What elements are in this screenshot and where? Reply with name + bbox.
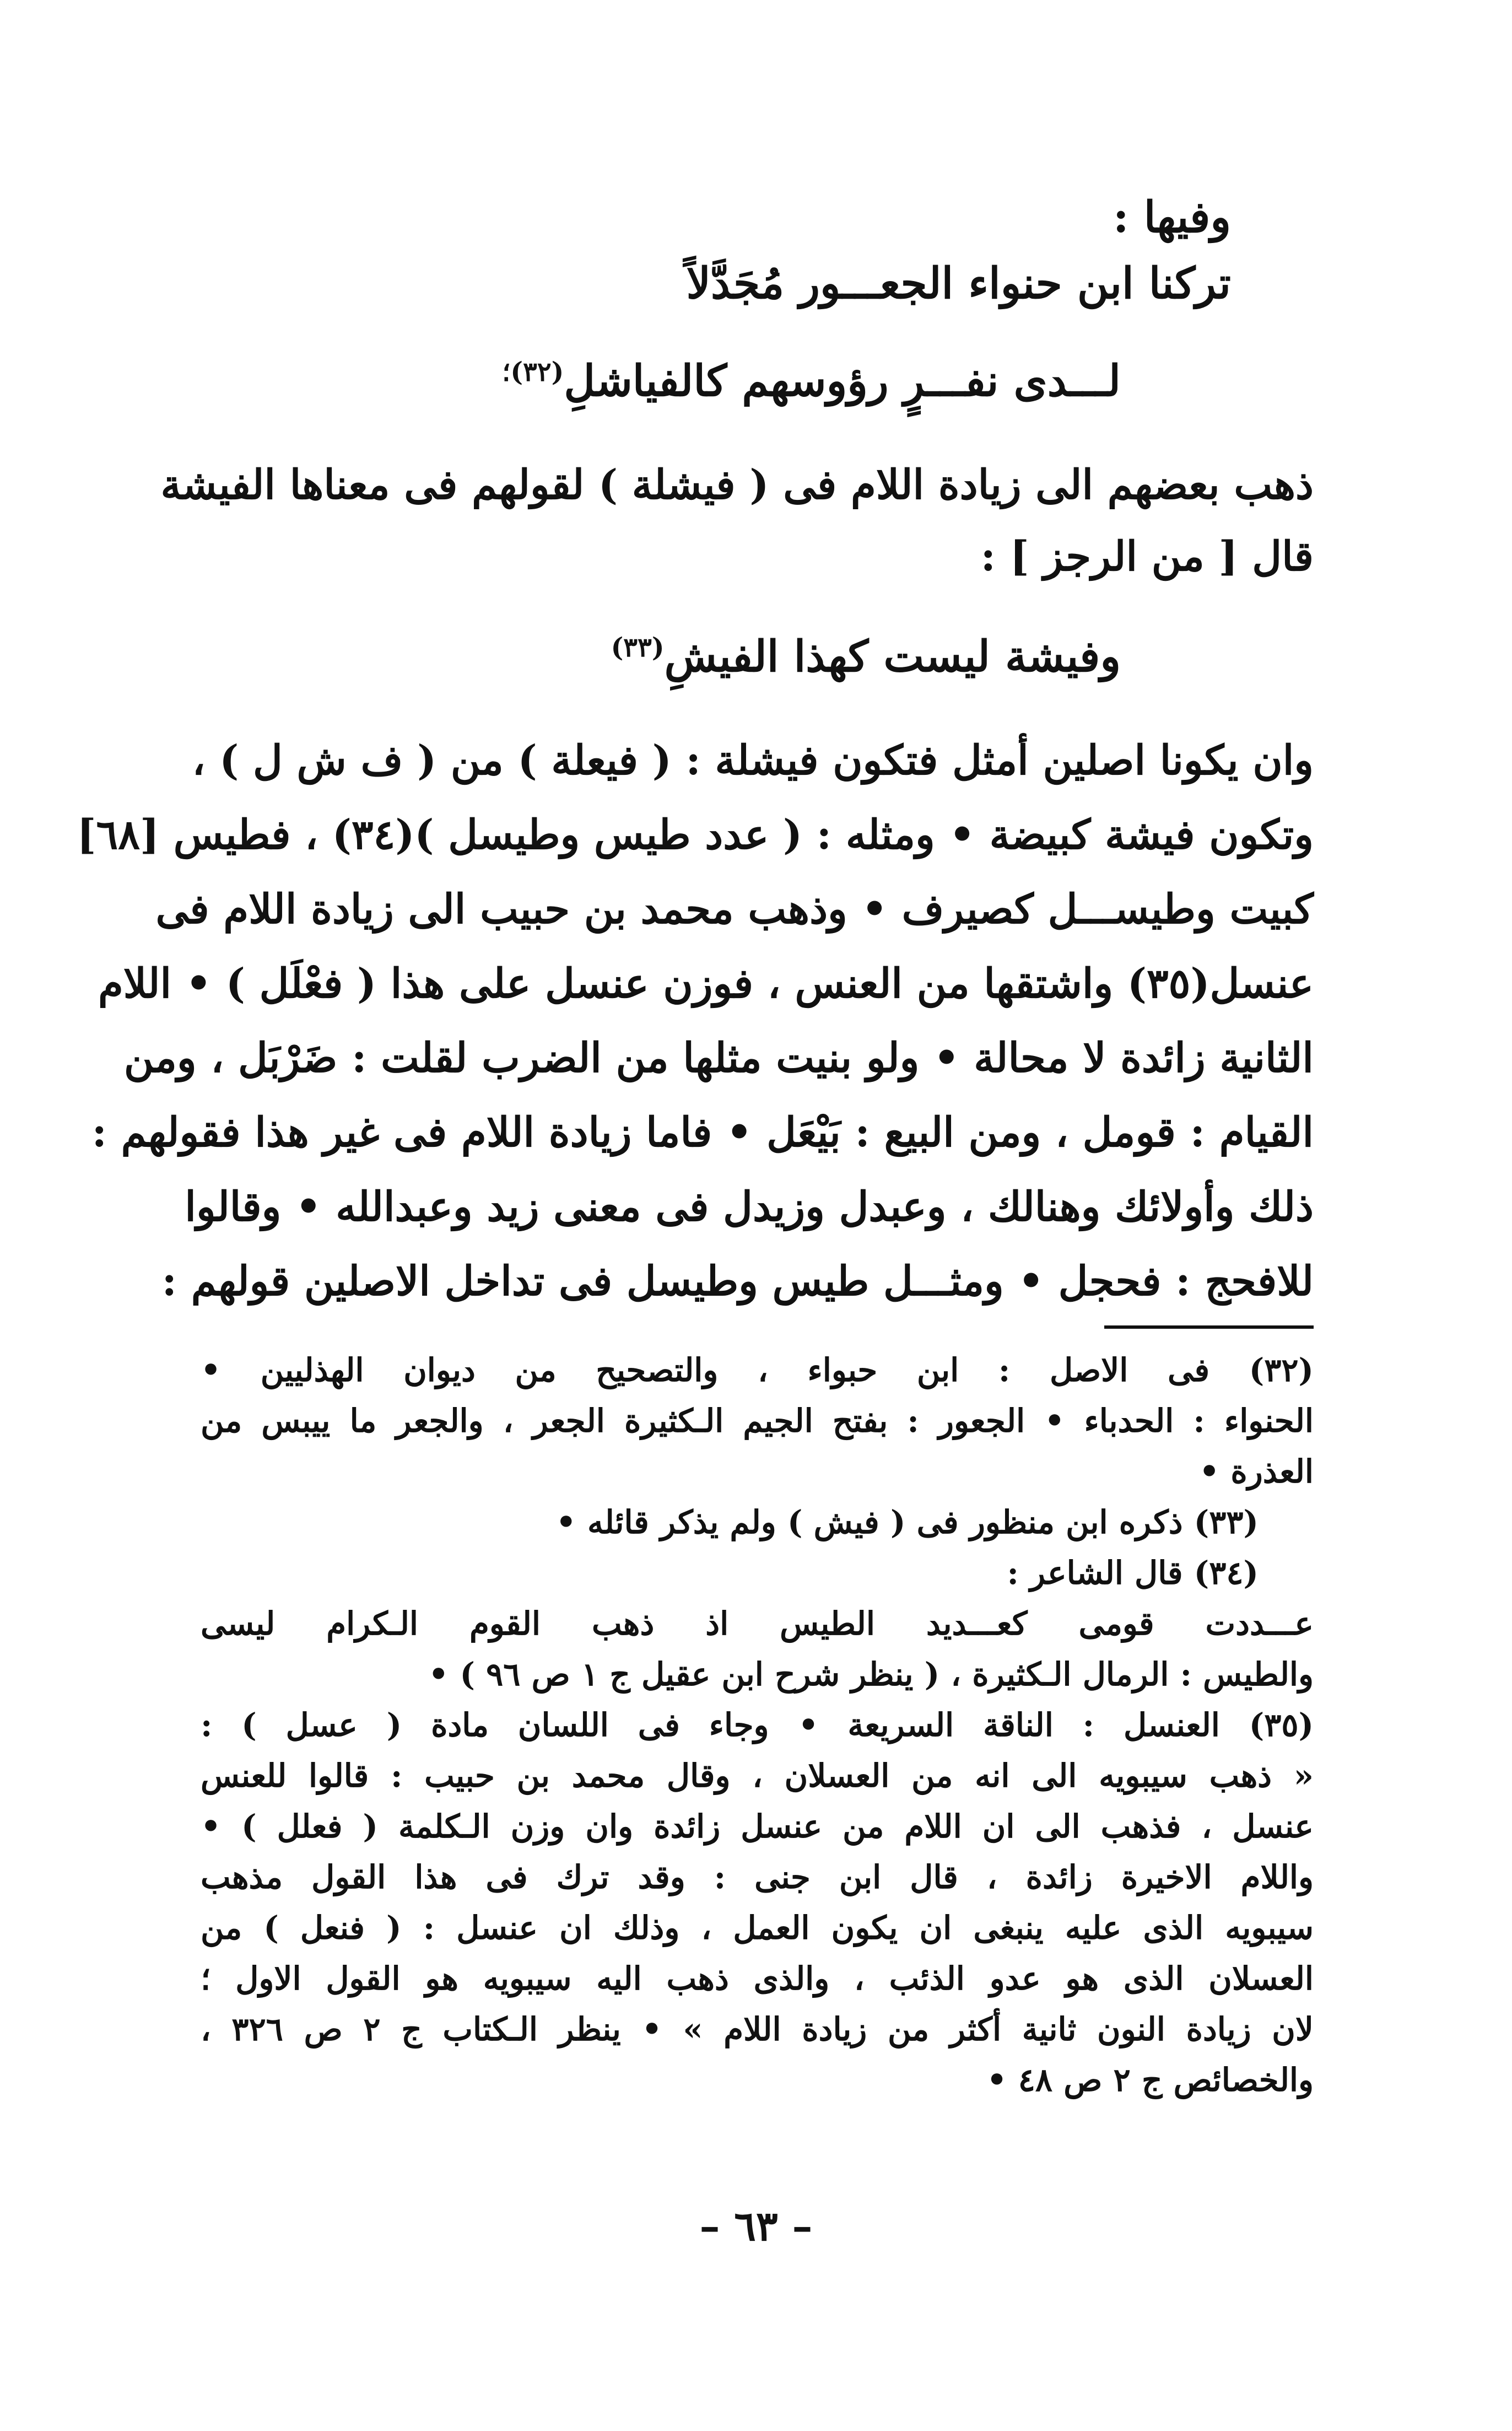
- page-number: – ٦٣ –: [699, 2203, 813, 2250]
- footnote-32-line-3: العذرة •: [1199, 1453, 1314, 1490]
- footnote-35-line-3: عنسل ، فذهب الى ان اللام من عنسل زائدة وان وزن الـكلمة ( فعلل ) •: [201, 1808, 1314, 1845]
- footnote-35-line-4: واللام الاخيرة زائدة ، قال ابن جنى : وقد ترك فى هذا القول مذهب: [201, 1858, 1314, 1896]
- intro-line: وفيها :: [1113, 192, 1231, 242]
- footnote-ref-32: (٣٢)؛: [502, 357, 564, 387]
- footnote-32-line-2: الحنواء : الحدباء • الجعور : بفتح الجيم الـكثيرة الجعر ، والجعر ما ييبس من: [201, 1402, 1314, 1440]
- body-line-7: الثانية زائدة لا محالة • ولو بنيت مثلها من الضرب لقلت : ضَرْبَل ، ومن: [123, 1034, 1314, 1082]
- body-line-10: للافحج : فحجل • ومثـــل طيس وطيسل فى تداخل الاصلين قولهم :: [161, 1258, 1314, 1305]
- footnote-separator: [1104, 1325, 1314, 1329]
- footnote-33: (٣٣) ذكره ابن منظور فى ( فيش ) ولم يذكر قائله •: [555, 1503, 1259, 1541]
- footnote-35-line-5: سيبويه الذى عليه ينبغى ان يكون العمل ، وذلك ان عنسل : ( فنعل ) من: [201, 1909, 1314, 1947]
- footnote-35-line-6: العسلان الذى هو عدو الذئب ، والذى ذهب اليه سيبويه هو القول الاول ؛: [201, 1960, 1314, 1997]
- body-line-9: ذلك وأولائك وهنالك ، وعبدل وزيدل فى معنى زيد وعبدالله • وقالوا: [185, 1183, 1314, 1231]
- footnote-32-line-1: (٣٢) فى الاصل : ابن حبواء ، والتصحيح من ديوان الهذليين •: [201, 1351, 1314, 1389]
- body-line-8: القيام : قومل ، ومن البيع : بَيْعَل • فاما زيادة اللام فى غير هذا فقولهم :: [91, 1109, 1314, 1156]
- footnote-35-line-2: « ذهب سيبويه الى انه من العسلان ، وقال محمد بن حبيب : قالوا للعنس: [201, 1757, 1314, 1794]
- footnote-35-line-1: (٣٥) العنسل : الناقة السريعة • وجاء فى اللسان مادة ( عسل ) :: [201, 1706, 1314, 1744]
- footnote-35-line-8: والخصائص ج ٢ ص ٤٨ •: [986, 2061, 1314, 2099]
- body-line-5: كبيت وطيســـل كصيرف • وذهب محمد بن حبيب الى زيادة اللام فى: [155, 886, 1314, 933]
- footnote-ref-33: (٣٣): [611, 632, 665, 663]
- verse-1-second-hemistich: [239, 331, 1121, 413]
- verse-1-second-text: لـــدى نفـــرٍ رؤوسهم كالفياشلِ: [564, 356, 1121, 406]
- body-line-1: ذهب بعضهم الى زيادة اللام فى ( فيشلة ) لقولهم فى معناها الفيشة: [160, 461, 1314, 509]
- footnote-35-line-7: لان زيادة النون ثانية أكثر من زيادة اللام » • ينظر الـكتاب ج ٢ ص ٣٢٦ ،: [201, 2010, 1314, 2048]
- footnote-34-verse: عـــددت قومى كعـــديد الطيس اذ ذهب القوم الـكرام ليسى: [201, 1605, 1314, 1642]
- body-line-4: وتكون فيشة كبيضة • ومثله : ( عدد طيس وطيسل )(٣٤) ، فطيس [٦٨]: [77, 811, 1314, 859]
- body-line-2: قال [ من الرجز ] :: [980, 533, 1314, 580]
- body-line-6: عنسل(٣٥) واشتقها من العنس ، فوزن عنسل على هذا ( فعْلَل ) • اللام: [98, 960, 1314, 1007]
- footnote-34-line-1: (٣٤) قال الشاعر :: [1007, 1554, 1259, 1592]
- verse-2: [349, 606, 1121, 689]
- verse-2-text: وفيشة ليست كهذا الفيشِ: [664, 632, 1121, 682]
- footnote-34-line-3: والطيس : الرمال الـكثيرة ، ( ينظر شرح ابن عقيل ج ١ ص ٩٦ ) •: [428, 1656, 1314, 1693]
- body-line-3: وان يكونا اصلين أمثل فتكون فيشلة : ( فيعلة ) من ( ف ش ل ) ،: [192, 737, 1314, 784]
- verse-1-first-hemistich: تركنا ابن حنواء الجعـــور مُجَدَّلاً: [686, 258, 1231, 309]
